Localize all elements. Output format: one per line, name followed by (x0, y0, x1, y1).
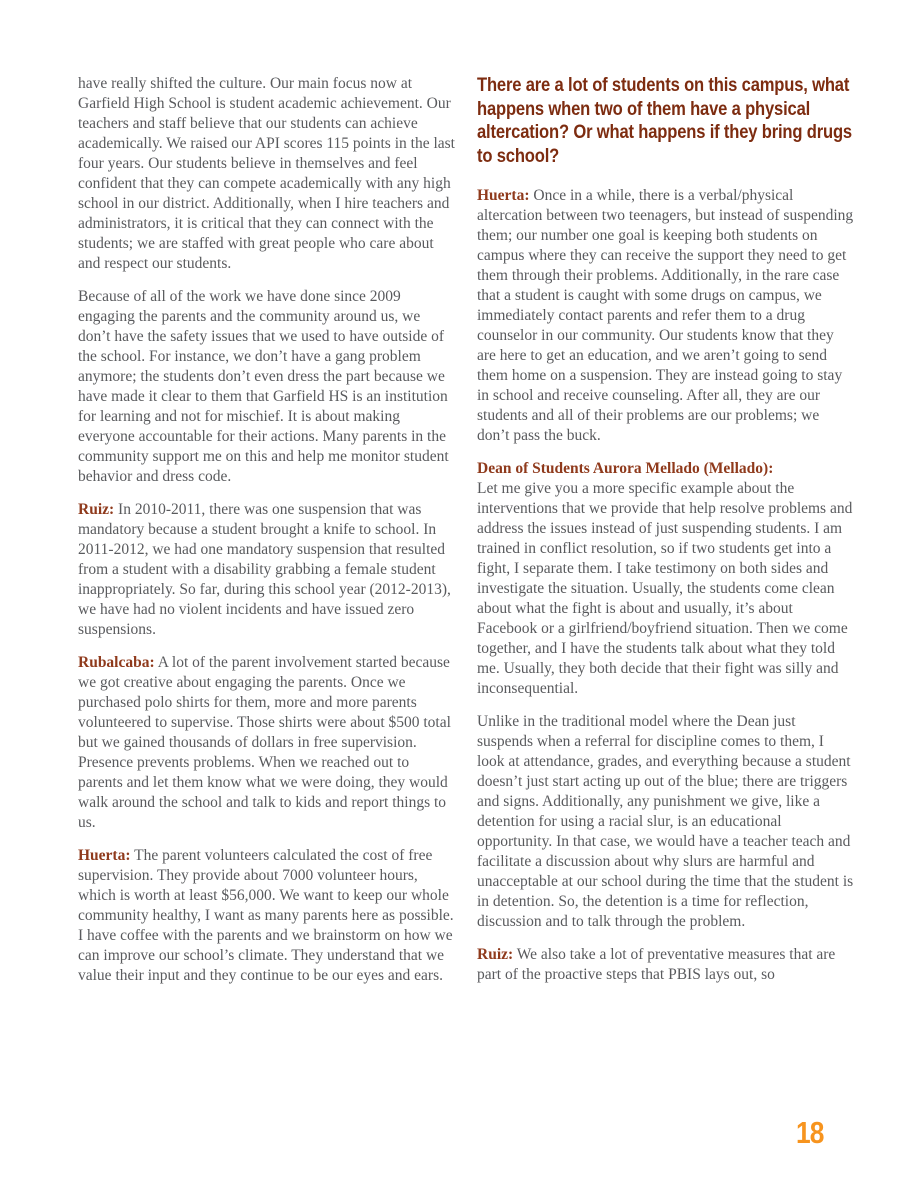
paragraph (477, 712, 855, 932)
paragraph-text: In 2010-2011, there was one suspension that was mandatory because a student brought a knife to school. In 2011-2012, we had one mandatory suspension that resulted from a student with a disability grabbing a female student inappropriately. So far, during this school year (2012-2013), we have had no violent incidents and have issued zero suspensions. (78, 501, 451, 638)
paragraph-rubalcaba (78, 653, 456, 833)
speaker-label-ruiz: Ruiz: (78, 501, 115, 518)
left-column (78, 74, 456, 999)
speaker-label-rubalcaba: Rubalcaba: (78, 654, 155, 671)
paragraph-text: Because of all of the work we have done since 2009 engaging the parents and the community around us, we don’t have the safety issues that we used to have outside of the school. For instance, we don’t have a gang problem anymore; the students don’t even dress the part because we have made it clear to them that Garfield HS is an institution for learning and not for mischief. It is about making everyone accountable for their actions. Many parents in the community support me on this and help me monitor student behavior and dress code. (78, 288, 449, 485)
page-number: 18 (796, 1115, 824, 1150)
paragraph-text: We also take a lot of preventative measures that are part of the proactive steps that PBIS lays out, so (477, 946, 836, 983)
paragraph (78, 287, 456, 487)
speaker-label-mellado: Dean of Students Aurora Mellado (Mellado): (477, 460, 774, 477)
paragraph-huerta (78, 846, 456, 986)
paragraph-text: Once in a while, there is a verbal/physical altercation between two teenagers, but instead of suspending them; our number one goal is keeping both students on campus where they can receive the support they need to get them through their problems. Additionally, in the rare case that a student is caught with some drugs on campus, we immediately contact parents and refer them to a drug counselor in our community. Our students know that they are here to get an education, and we aren’t going to send them home on a suspension. They are instead going to stay in school and receive counseling. After all, they are our students and all of their problems are our problems; we don’t pass the buck. (477, 187, 854, 444)
paragraph-text: Unlike in the traditional model where the Dean just suspends when a referral for discipline comes to them, I look at attendance, grades, and everything because a student doesn’t just start acting up out of the blue; there are triggers and signs. Additionally, any punishment we give, like a detention for using a racial slur, is an educational opportunity. In that case, we would have a teacher teach and facilitate a discussion about why slurs are harmful and unacceptable at our school during the time that the student is in detention. So, the detention is a time for reflection, discussion and to talk through the problem. (477, 713, 854, 930)
interview-question-heading: There are a lot of students on this campus, what happens when two of them have a physical altercation? Or what happens if they bring drugs to school? (477, 74, 852, 167)
speaker-label-huerta: Huerta: (78, 847, 131, 864)
paragraph-huerta (477, 186, 855, 446)
paragraph-text: have really shifted the culture. Our main focus now at Garfield High School is student academic achievement. Our teachers and staff believe that our students can achieve academically. We raised our API scores 115 points in the last four years. Our students believe in themselves and feel confident that they can compete academically with any high school in our district. Additionally, when I hire teachers and administrators, it is critical that they can connect with the students; we are staffed with great people who care about and respect our students. (78, 75, 455, 272)
right-column (477, 74, 855, 998)
speaker-label-huerta: Huerta: (477, 187, 530, 204)
paragraph-ruiz (78, 500, 456, 640)
paragraph-text: A lot of the parent involvement started because we got creative about engaging the parents. Once we purchased polo shirts for them, more and more parents volunteered to supervise. Those shirts were about $500 total but we gained thousands of dollars in free supervision. Presence prevents problems. When we reached out to parents and let them know what we were doing, they would walk around the school and talk to kids and report things to us. (78, 654, 451, 831)
paragraph-text: Let me give you a more specific example about the interventions that we provide that help resolve problems and address the issues instead of just suspending students. I am trained in conflict resolution, so if two students get into a fight, I separate them. I take testimony on both sides and investigate the situation. Usually, the students come clean about what the fight is about and usually, it’s about Facebook or a girlfriend/boyfriend situation. Then we come together, and I have the students talk about what they told me. Usually, they both decide that their fight was silly and inconsequential. (477, 480, 853, 697)
paragraph-ruiz (477, 945, 855, 985)
speaker-label-ruiz: Ruiz: (477, 946, 514, 963)
paragraph-continued (78, 74, 456, 274)
paragraph-text: The parent volunteers calculated the cost of free supervision. They provide about 7000 volunteer hours, which is worth at least $56,000. We want to keep our whole community healthy, I want as many parents here as possible. I have coffee with the parents and we brainstorm on how we can improve our school’s climate. They understand that we value their input and they continue to be our eyes and ears. (78, 847, 454, 984)
paragraph-mellado (477, 459, 855, 699)
